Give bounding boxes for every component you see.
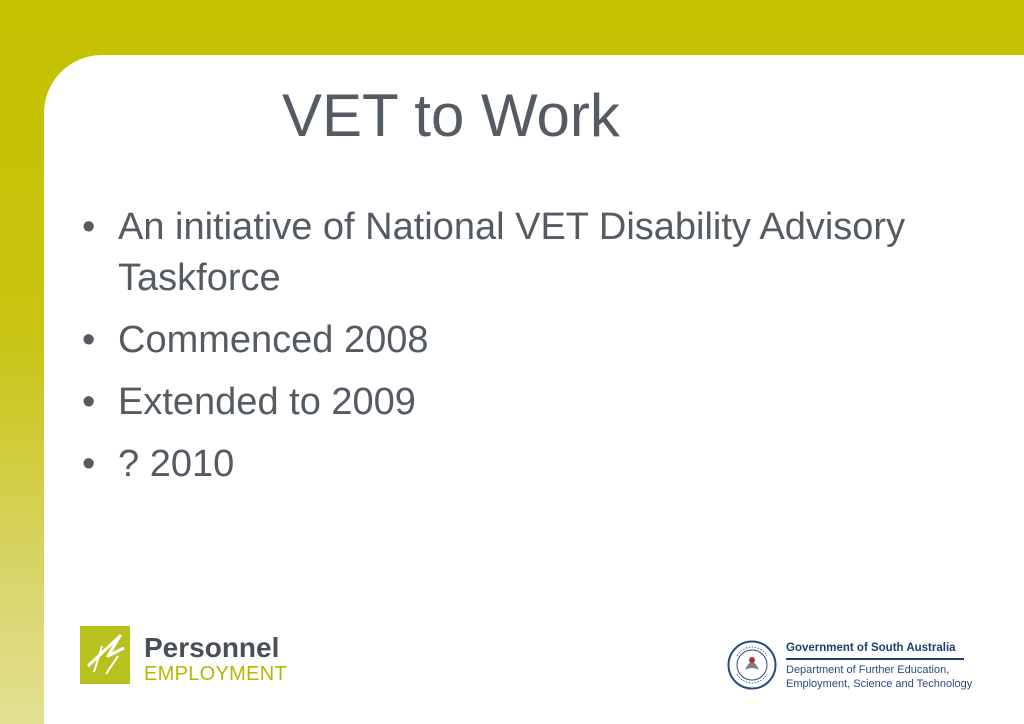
bullet-dot-icon: • xyxy=(82,381,96,423)
divider xyxy=(786,658,964,660)
bullet-item xyxy=(82,315,942,366)
government-name: Government of South Australia xyxy=(786,642,956,654)
bullet-item xyxy=(82,202,942,304)
department-line-2: Employment, Science and Technology xyxy=(786,678,973,690)
bullet-dot-icon: • xyxy=(82,319,96,361)
department-line-1: Department of Further Education, xyxy=(786,664,950,676)
bullet-item xyxy=(82,377,942,428)
bullet-dot-icon: • xyxy=(82,206,96,248)
bullet-text: Commenced 2008 xyxy=(118,319,429,361)
south-australia-seal-icon xyxy=(727,640,777,690)
personnel-name: Personnel xyxy=(144,632,280,663)
bullet-item xyxy=(82,439,942,490)
personnel-employment-logo-icon xyxy=(80,626,130,684)
south-australia-government-wordmark xyxy=(786,641,972,691)
personnel-employment-wordmark xyxy=(144,633,287,685)
bullet-text: An initiative of National VET Disability Advisory Taskforce xyxy=(118,206,906,299)
bullet-text: Extended to 2009 xyxy=(118,381,416,423)
bullet-text: ? 2010 xyxy=(118,443,235,485)
employment-subtitle: EMPLOYMENT xyxy=(144,663,288,685)
bullet-list xyxy=(82,202,942,501)
bullet-dot-icon: • xyxy=(82,443,96,485)
slide-title: VET to Work xyxy=(282,82,620,149)
